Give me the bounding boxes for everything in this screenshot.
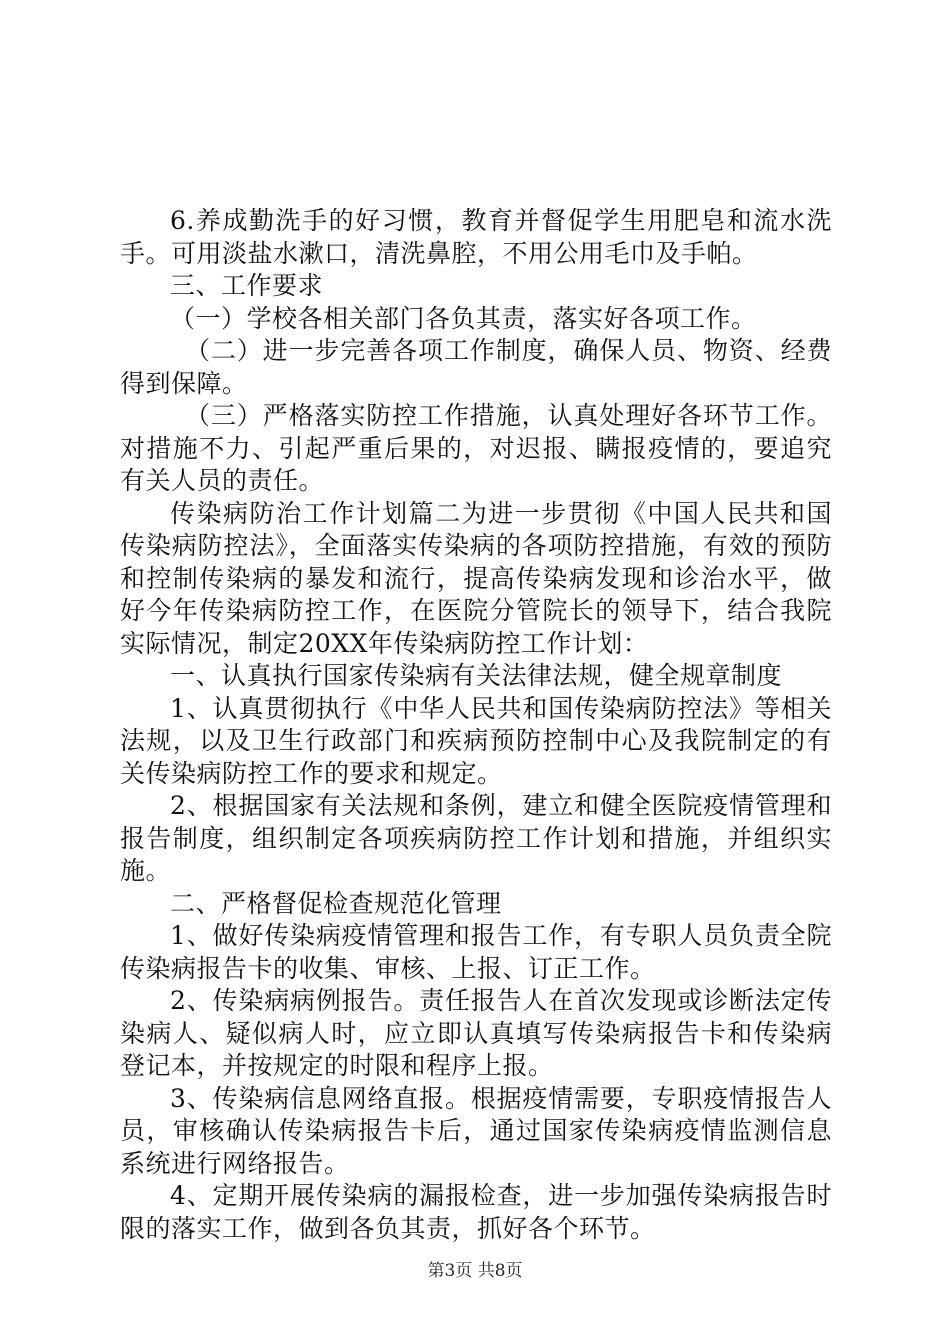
paragraph-section-2-item-1: 1、做好传染病疫情管理和报告工作，有专职人员负责全院传染病报告卡的收集、审核、上报、订正工作。 [120, 921, 832, 983]
paragraph-section-2-item-4: 4、定期开展传染病的漏报检查，进一步加强传染病报告时限的落实工作，做到各负其责，抓好各个环节。 [120, 1181, 832, 1243]
paragraph-section-2-item-3: 3、传染病信息网络直报。根据疫情需要，专职疫情报告人员，审核确认传染病报告卡后，通过国家传染病疫情监测信息系统进行网络报告。 [120, 1083, 832, 1178]
paragraph-section-2-item-2: 2、传染病病例报告。责任报告人在首次发现或诊断法定传染病人、疑似病人时，应立即认真填写传染病报告卡和传染病登记本，并按规定的时限和程序上报。 [120, 986, 832, 1080]
paragraph-plan-intro: 传染病防治工作计划篇二为进一步贯彻《中国人民共和国传染病防控法》，全面落实传染病的各项防控措施，有效的预防和控制传染病的暴发和流行，提高传染病发现和诊治水平，做好今年传染病防控工作，在医院分管院长的领导下，结合我院实际情况，制定20XX年传染病防控工作计划： [120, 498, 832, 658]
page-number-footer: 第3页 共8页 [427, 1261, 523, 1281]
heading-section-1: 一、认真执行国家传染病有关法律法规，健全规章制度 [170, 661, 783, 690]
paragraph-requirement-2: （二）进一步完善各项工作制度，确保人员、物资、经费得到保障。 [120, 336, 832, 398]
paragraph-requirement-3: （三）严格落实防控工作措施，认真处理好各环节工作。对措施不力、引起严重后果的，对迟报、瞒报疫情的，要追究有关人员的责任。 [120, 401, 832, 495]
paragraph-section-1-item-2: 2、根据国家有关法规和条例，建立和健全医院疫情管理和报告制度，组织制定各项疾病防控工作计划和措施，并组织实施。 [120, 791, 832, 885]
heading-work-requirements: 三、工作要求 [170, 271, 324, 300]
document-body [120, 205, 832, 1245]
heading-section-2: 二、严格督促检查规范化管理 [170, 888, 502, 918]
paragraph-handwashing: 6.养成勤洗手的好习惯，教育并督促学生用肥皂和流水洗手。可用淡盐水漱口，清洗鼻腔，不用公用毛巾及手帕。 [120, 206, 832, 268]
paragraph-requirement-1: （一）学校各相关部门各负其责，落实好各项工作。 [170, 303, 757, 333]
paragraph-section-1-item-1: 1、认真贯彻执行《中华人民共和国传染病防控法》等相关法规，以及卫生行政部门和疾病预防控制中心及我院制定的有关传染病防控工作的要求和规定。 [120, 693, 832, 788]
